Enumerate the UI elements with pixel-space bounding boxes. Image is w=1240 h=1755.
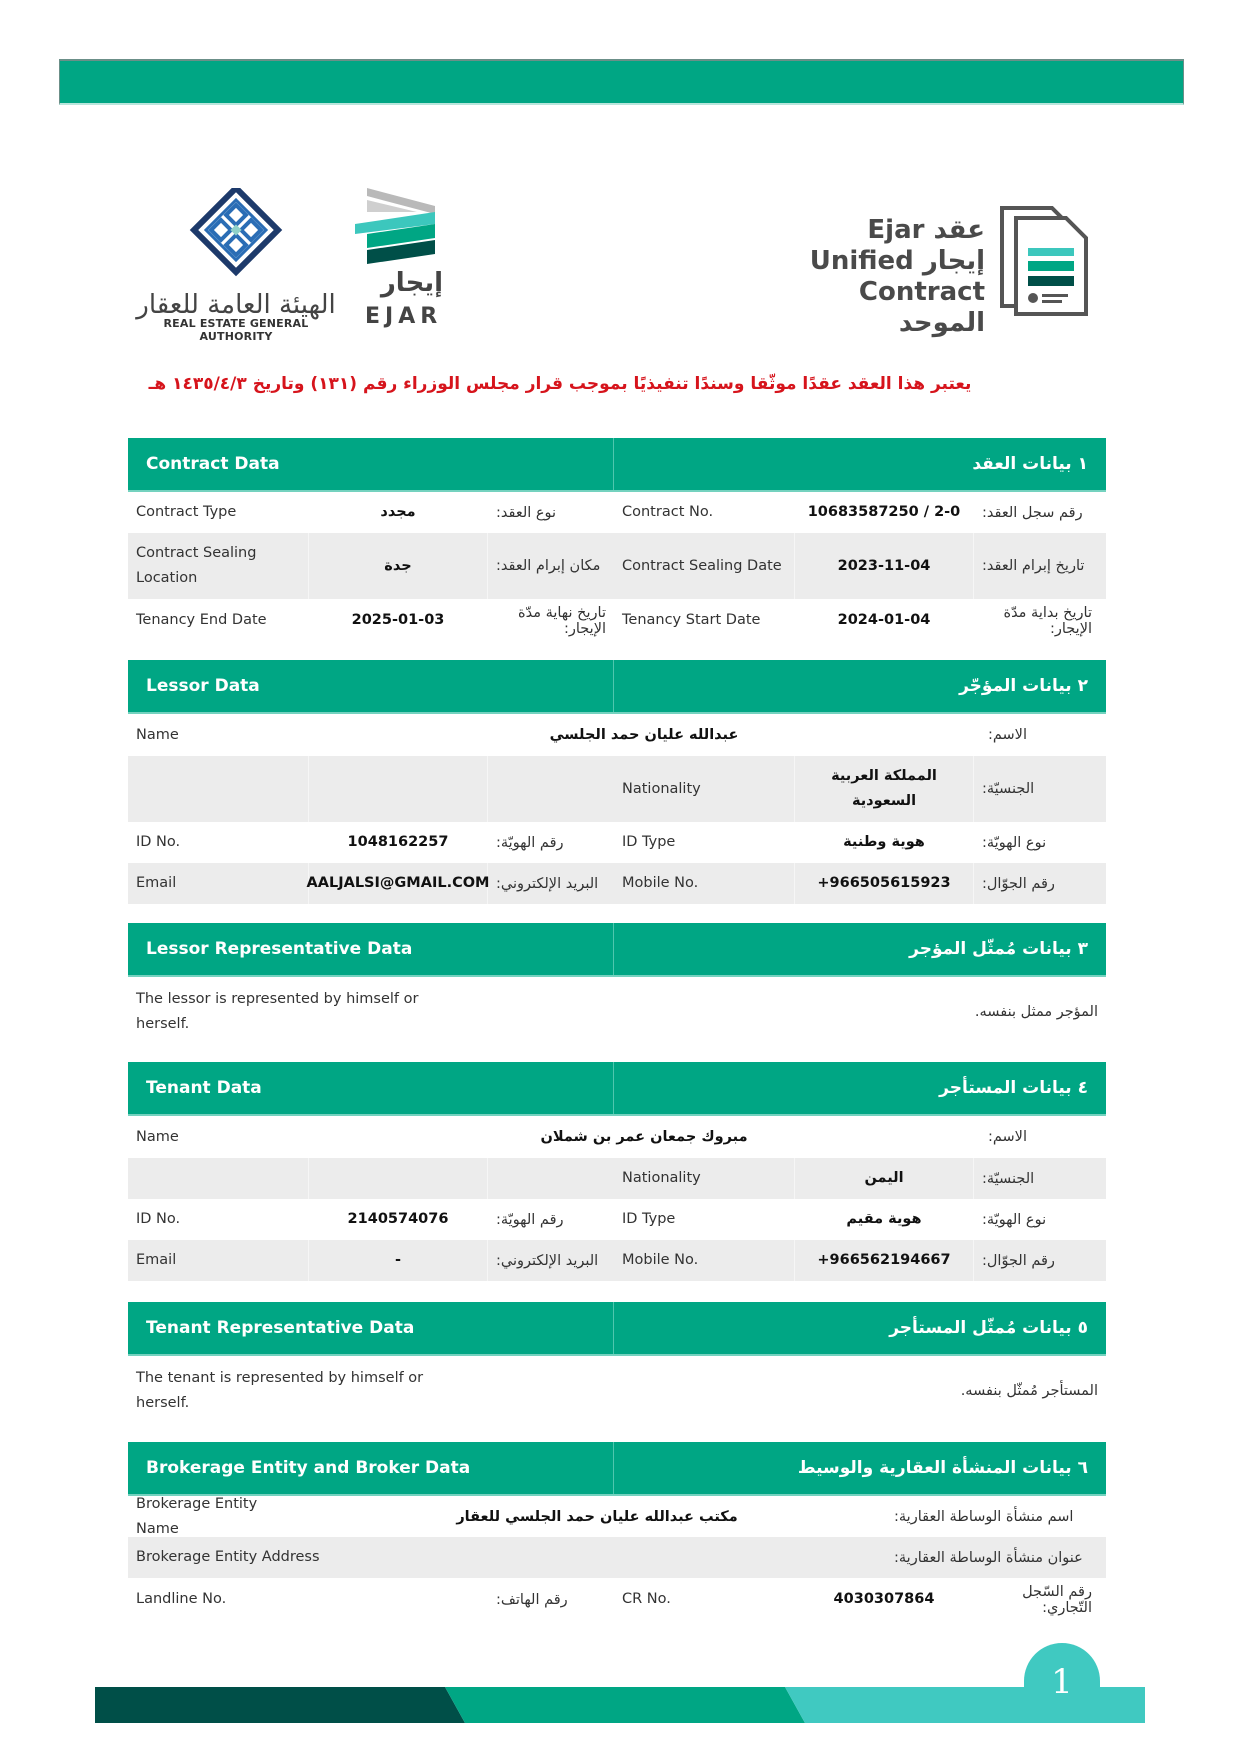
- field-label-ar: عنوان منشأة الوساطة العقارية:: [894, 1549, 1083, 1566]
- section-title-en: Contract Data: [128, 438, 614, 490]
- sealing-date-value: 2023-11-04: [794, 533, 974, 599]
- field-label-ar: الاسم:: [988, 727, 1027, 743]
- field-label-ar: رقم الجوّال:: [982, 875, 1055, 892]
- field-label-ar: البريد الإلكتروني:: [496, 1252, 599, 1269]
- field-label-en: Email: [136, 1252, 177, 1268]
- field-label-ar: نوع الهويّة:: [982, 1211, 1047, 1228]
- field-label-en: Contract Type: [136, 504, 237, 520]
- section-header: [128, 1302, 1106, 1356]
- field-label-ar: [488, 1158, 614, 1199]
- table-row: [128, 1240, 1106, 1281]
- field-label-en: [128, 756, 308, 822]
- field-label-ar: تاريخ نهاية مدّة الإيجار:: [518, 604, 606, 637]
- field-label-en: Contract No.: [622, 504, 714, 520]
- section-title-ar: ٥ بيانات مُمثّل المستأجر: [889, 1318, 1088, 1338]
- unified-line-1: Ejar عقد: [867, 215, 985, 245]
- lessor-id-value: 1048162257: [347, 834, 449, 850]
- document-icon: [1000, 206, 1090, 316]
- sealing-location-value: جدة: [308, 533, 488, 599]
- field-label-ar: رقم الهويّة:: [496, 1211, 564, 1228]
- lessor-mobile-value: +966505615923: [794, 863, 974, 904]
- ejar-name-ar: إيجار: [380, 268, 443, 298]
- field-label-ar: رقم السّجل التّجاري:: [1022, 1583, 1092, 1616]
- field-label-ar: الجنسيّة:: [982, 1170, 1035, 1187]
- top-banner: [59, 59, 1184, 105]
- section-lessor-data: [128, 660, 1106, 904]
- table-row: [128, 977, 1106, 1047]
- section-lessor-representative: [128, 923, 1106, 1047]
- brokerage-address-value: [328, 1537, 886, 1578]
- section-header: [128, 660, 1106, 714]
- legal-notice: يعتبر هذا العقد عقدًا موثّقا وسندًا تنفيذيًا بموجب قرار مجلس الوزراء رقم (١٣١) وتاريخ ١٤٣٥/٤/٣ هـ: [148, 374, 972, 394]
- section-title-ar: ٤ بيانات المستأجر: [939, 1078, 1088, 1098]
- field-label-en: Landline No.: [136, 1591, 227, 1607]
- field-label-en: Email: [136, 875, 177, 891]
- lessor-email-value: AALJALSI@GMAIL.COM: [308, 863, 488, 904]
- ejar-name-en: EJAR: [365, 304, 443, 329]
- table-row: [128, 1356, 1106, 1426]
- field-label-en: Nationality: [622, 1170, 701, 1186]
- landline-value: [308, 1578, 488, 1621]
- field-label-ar: نوع الهويّة:: [982, 834, 1047, 851]
- section-header: [128, 1442, 1106, 1496]
- section-tenant-data: [128, 1062, 1106, 1281]
- field-label-en: ID Type: [622, 1211, 676, 1227]
- unified-line-2: Unified إيجار: [809, 246, 985, 276]
- tenant-name-value: مبروك جمعان عمر بن شملان: [540, 1129, 748, 1145]
- section-title-en: Tenant Data: [128, 1062, 614, 1114]
- field-label-ar: مكان إبرام العقد:: [496, 558, 601, 574]
- cr-no-value: 4030307864: [833, 1591, 935, 1607]
- field-label-en: ID No.: [136, 834, 181, 850]
- unified-line-3: Contract الموحد: [858, 277, 985, 338]
- unified-contract-title: [770, 215, 985, 339]
- field-label-en: Mobile No.: [622, 875, 699, 891]
- field-label-en: Nationality: [622, 780, 701, 797]
- representative-text-en: The lessor is represented by himself or herself.: [136, 991, 419, 1032]
- section-title-ar: ٦ بيانات المنشأة العقارية والوسيط: [797, 1458, 1088, 1478]
- representative-text-ar: المؤجر ممثل بنفسه.: [974, 1004, 1098, 1020]
- table-row: [128, 492, 1106, 533]
- field-label-ar: رقم الهاتف:: [496, 1591, 568, 1608]
- field-label-en: Mobile No.: [622, 1252, 699, 1268]
- field-label-en: Name: [136, 1128, 179, 1145]
- field-label-ar: الجنسيّة:: [982, 781, 1035, 797]
- page-number: 1: [1024, 1643, 1100, 1723]
- contract-type-value: مجدد: [380, 504, 416, 520]
- section-tenant-representative: [128, 1302, 1106, 1426]
- table-row: [128, 1158, 1106, 1199]
- footer-band: [95, 1687, 1145, 1723]
- section-title-en: Brokerage Entity and Broker Data: [128, 1442, 614, 1494]
- tenant-email-value: -: [308, 1240, 488, 1281]
- section-title-en: Lessor Representative Data: [128, 923, 614, 975]
- field-label-en: Tenancy End Date: [136, 612, 267, 628]
- table-row: [128, 599, 1106, 642]
- field-label-ar: [488, 756, 614, 822]
- section-header: [128, 438, 1106, 492]
- field-label-en: CR No.: [622, 1591, 671, 1607]
- table-row: [128, 1199, 1106, 1240]
- tenant-mobile-value: +966562194667: [794, 1240, 974, 1281]
- field-label-ar: رقم سجل العقد:: [982, 504, 1083, 521]
- section-contract-data: [128, 438, 1106, 642]
- section-header: [128, 923, 1106, 977]
- section-title-ar: ٣ بيانات مُمثّل المؤجر: [909, 939, 1088, 959]
- field-label-ar: رقم الجوّال:: [982, 1252, 1055, 1269]
- section-brokerage-data: [128, 1442, 1106, 1621]
- table-row: [128, 533, 1106, 599]
- empty-value: [308, 1158, 488, 1199]
- tenancy-start-value: 2024-01-04: [837, 612, 931, 628]
- empty-value: [308, 756, 488, 822]
- section-title-ar: ٢ بيانات المؤجّر: [959, 676, 1088, 696]
- field-label-en: Brokerage Entity Name: [136, 1495, 258, 1537]
- field-label-ar: تاريخ إبرام العقد:: [982, 558, 1085, 574]
- section-title-en: Lessor Data: [128, 660, 614, 712]
- lessor-nationality-value: المملكة العربية السعودية: [794, 756, 974, 822]
- lessor-name-value: عبدالله عليان حمد الجلسي: [549, 727, 739, 743]
- field-label-ar: تاريخ بداية مدّة الإيجار:: [1003, 604, 1092, 637]
- table-row: [128, 1116, 1106, 1158]
- field-label-ar: نوع العقد:: [496, 504, 557, 521]
- lessor-id-type-value: هوية وطنية: [843, 834, 925, 850]
- section-title-ar: ١ بيانات العقد: [972, 454, 1088, 474]
- table-row: [128, 756, 1106, 822]
- field-label-ar: الاسم:: [988, 1129, 1027, 1145]
- contract-no-value: 10683587250 / 2-0: [807, 504, 961, 520]
- table-row: [128, 822, 1106, 863]
- tenancy-end-value: 2025-01-03: [351, 612, 445, 628]
- tenant-nationality-value: اليمن: [794, 1158, 974, 1199]
- table-row: [128, 863, 1106, 904]
- rega-name-en: REAL ESTATE GENERAL AUTHORITY: [163, 317, 309, 343]
- field-label-en: Tenancy Start Date: [622, 612, 761, 628]
- table-row: [128, 1578, 1106, 1621]
- representative-text-en: The tenant is represented by himself or herself.: [136, 1370, 424, 1411]
- field-label-en: Brokerage Entity Address: [136, 1549, 320, 1565]
- field-label-ar: البريد الإلكتروني:: [496, 875, 599, 892]
- field-label-en: [128, 1158, 308, 1199]
- field-label-en: Name: [136, 726, 179, 743]
- section-title-en: Tenant Representative Data: [128, 1302, 614, 1354]
- tenant-id-type-value: هوية مقيم: [846, 1211, 922, 1227]
- ejar-logo-icon: [355, 188, 445, 268]
- field-label-en: ID Type: [622, 834, 676, 850]
- table-row: [128, 714, 1106, 756]
- field-label-en: ID No.: [136, 1211, 181, 1227]
- table-row: [128, 1496, 1106, 1537]
- representative-text-ar: المستأجر مُمثّل بنفسه.: [960, 1383, 1098, 1399]
- section-header: [128, 1062, 1106, 1116]
- rega-name-ar: الهيئة العامة للعقار: [136, 290, 336, 320]
- tenant-id-value: 2140574076: [347, 1211, 449, 1227]
- field-label-en: Contract Sealing Location: [136, 545, 257, 586]
- field-label-en: Contract Sealing Date: [622, 557, 782, 574]
- table-row: [128, 1537, 1106, 1578]
- field-label-ar: رقم الهويّة:: [496, 834, 564, 851]
- field-label-ar: اسم منشأة الوساطة العقارية:: [894, 1508, 1074, 1525]
- brokerage-name-value: مكتب عبدالله عليان حمد الجلسي للعقار: [456, 1508, 738, 1525]
